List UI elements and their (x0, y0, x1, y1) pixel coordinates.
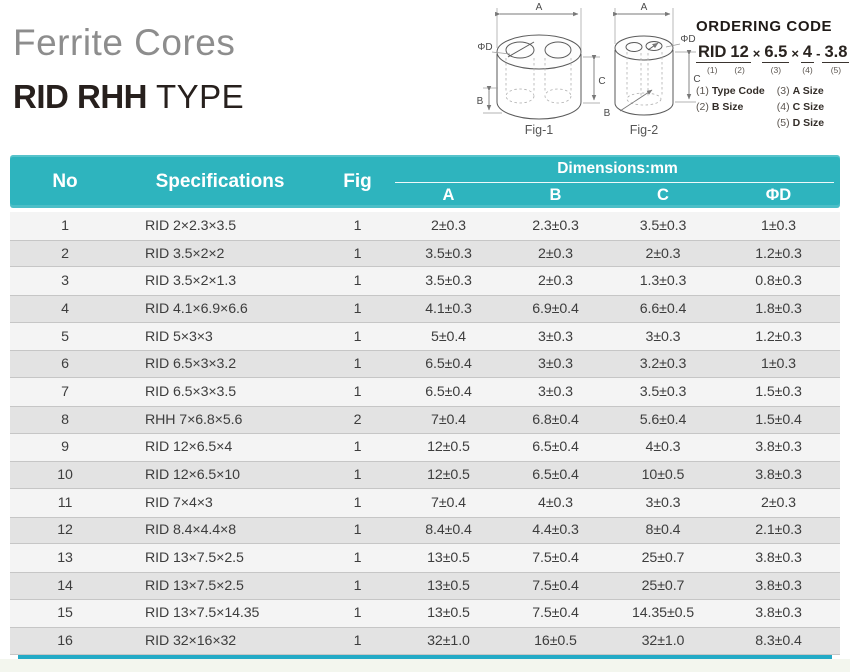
subtitle-type-codes: RID RHH (13, 78, 147, 115)
cell-b: 7.5±0.4 (532, 550, 579, 567)
cell-b: 2.3±0.3 (532, 217, 579, 234)
cell-b: 4±0.3 (538, 494, 573, 511)
cell-d: 1.8±0.3 (755, 300, 802, 317)
table-row (10, 267, 840, 295)
cell-b: 6.5±0.4 (532, 439, 579, 456)
cell-c: 5.6±0.4 (639, 411, 687, 428)
cell-a: 32±1.0 (427, 633, 470, 650)
header-dimensions-label: Dimensions:mm (557, 159, 678, 177)
legend-num: (1) (696, 85, 709, 98)
cell-d: 8.3±0.4 (755, 633, 802, 650)
code-segment-d (822, 44, 849, 75)
cell-a: 4.1±0.3 (425, 300, 472, 317)
fig2-dim-a-label: A (640, 2, 648, 13)
table-row (10, 240, 840, 268)
cell-fig: 1 (353, 328, 362, 345)
cell-no: 15 (57, 605, 73, 622)
table-row (10, 572, 840, 600)
fig1-dim-c-label: C (598, 76, 606, 87)
fig2-dim-b-label: B (603, 108, 611, 119)
legend-item (696, 85, 765, 97)
cell-d: 3.8±0.3 (755, 439, 802, 456)
cell-b: 7.5±0.4 (532, 605, 579, 622)
cell-b: 7.5±0.4 (532, 577, 579, 594)
cell-c: 3.5±0.3 (639, 383, 687, 400)
cell-fig: 1 (353, 577, 362, 594)
fig1-dim-b-label: B (476, 96, 484, 107)
legend-column-left (696, 85, 765, 129)
legend-item (777, 117, 824, 129)
table-row (10, 323, 840, 351)
dimensions-table (10, 155, 840, 655)
code-segment-text: 6.5 (762, 44, 789, 63)
cell-fig: 1 (353, 605, 362, 622)
header-fig: Fig (343, 170, 372, 192)
cell-no: 5 (61, 328, 69, 345)
legend-text: A Size (792, 85, 824, 98)
cell-b: 2±0.3 (538, 245, 573, 262)
cell-fig: 1 (353, 494, 362, 511)
legend-num: (5) (776, 117, 790, 130)
cell-no: 10 (57, 467, 73, 484)
header-dimensions-columns (395, 183, 840, 208)
cell-b: 3±0.3 (538, 328, 573, 345)
cell-a: 6.5±0.4 (425, 383, 472, 400)
cell-b: 6.5±0.4 (532, 467, 579, 484)
code-separator: - (816, 46, 821, 61)
header-specifications: Specifications (155, 170, 285, 192)
cell-fig: 1 (353, 383, 362, 400)
header-dim-a: A (442, 186, 455, 204)
legend-num: (2) (696, 101, 709, 114)
code-segment-text: RID (696, 44, 728, 63)
cell-spec: RID 6.5×3×3.2 (145, 356, 236, 373)
cell-c: 3.5±0.3 (639, 217, 687, 234)
cell-a: 3.5±0.3 (425, 245, 472, 262)
cell-fig: 2 (353, 411, 362, 428)
cell-spec: RID 13×7.5×2.5 (145, 550, 244, 567)
fig1-dim-d-label: ΦD (477, 42, 493, 53)
cell-c: 10±0.5 (641, 467, 685, 484)
cell-fig: 1 (353, 356, 362, 373)
code-segment-type (696, 44, 728, 75)
cell-a: 13±0.5 (427, 605, 470, 622)
code-segment-c (801, 44, 814, 75)
cell-no: 16 (57, 633, 73, 650)
cell-a: 12±0.5 (427, 467, 470, 484)
fig2-drawing (596, 0, 704, 138)
fig2-dim-d-label: ΦD (680, 34, 696, 45)
cell-c: 25±0.7 (641, 577, 685, 594)
cell-spec: RID 3.5×2×2 (145, 245, 225, 262)
cell-fig: 1 (353, 522, 362, 539)
cell-a: 5±0.4 (431, 328, 466, 345)
legend-item (777, 85, 824, 97)
cell-fig: 1 (353, 550, 362, 567)
header-no: No (52, 170, 78, 192)
legend-item (777, 101, 824, 113)
table-row (10, 517, 840, 545)
code-segment-text: 4 (801, 44, 814, 63)
code-segment-label: (2) (734, 65, 745, 76)
legend-text: Type Code (711, 85, 765, 98)
code-segment-label: (1) (707, 65, 718, 76)
cell-a: 2±0.3 (431, 217, 466, 234)
legend-item (696, 101, 765, 113)
cell-d: 3.8±0.3 (755, 605, 802, 622)
table-header (10, 155, 840, 208)
code-segment-text: 12 (728, 44, 750, 63)
cell-d: 3.8±0.3 (755, 577, 802, 594)
cell-no: 14 (57, 577, 73, 594)
cell-spec: RHH 7×6.8×5.6 (145, 411, 243, 428)
cell-no: 12 (57, 522, 73, 539)
table-row (10, 350, 840, 378)
cell-no: 8 (61, 411, 69, 428)
cell-c: 1.3±0.3 (639, 273, 687, 290)
ordering-code-title: ORDERING CODE (696, 18, 833, 35)
cell-d: 3.8±0.3 (755, 550, 802, 567)
cell-d: 1.2±0.3 (755, 245, 802, 262)
cell-c: 8±0.4 (645, 522, 681, 539)
code-segment-b (728, 44, 750, 75)
cell-spec: RID 12×6.5×4 (145, 439, 233, 456)
cell-c: 4±0.3 (645, 439, 681, 456)
table-row (10, 295, 840, 323)
table-row (10, 544, 840, 572)
cell-spec: RID 13×7.5×14.35 (145, 605, 260, 622)
cell-spec: RID 12×6.5×10 (145, 467, 240, 484)
footer-band (0, 659, 850, 672)
cell-d: 1±0.3 (761, 356, 796, 373)
code-segment-label: (4) (802, 65, 813, 76)
table-row (10, 600, 840, 628)
cell-a: 7±0.4 (431, 411, 466, 428)
table-row (10, 406, 840, 434)
code-segment-a (762, 44, 789, 75)
cell-spec: RID 13×7.5×2.5 (145, 577, 244, 594)
ordering-code-line (696, 44, 848, 75)
cell-d: 1.2±0.3 (755, 328, 802, 345)
cell-a: 3.5±0.3 (425, 273, 472, 290)
cell-fig: 1 (353, 300, 362, 317)
subtitle-type-word: TYPE (156, 78, 245, 115)
cell-no: 11 (57, 494, 73, 511)
fig2-caption: Fig-2 (629, 123, 659, 137)
page-subtitle (13, 78, 244, 116)
cell-spec: RID 5×3×3 (145, 328, 213, 345)
cell-a: 7±0.4 (431, 494, 466, 511)
cell-d: 1.5±0.3 (755, 383, 802, 400)
header-dim-d: ΦD (765, 186, 792, 204)
ordering-code-block (696, 18, 848, 129)
cell-a: 12±0.5 (427, 439, 470, 456)
cell-c: 14.35±0.5 (631, 605, 695, 622)
ordering-code-legend (696, 85, 848, 129)
cell-no: 1 (61, 217, 69, 234)
code-segment-label: (3) (770, 65, 782, 76)
cell-no: 7 (61, 383, 69, 400)
cell-a: 6.5±0.4 (425, 356, 472, 373)
cell-spec: RID 8.4×4.4×8 (145, 522, 236, 539)
table-body (10, 212, 840, 655)
legend-num: (3) (776, 85, 790, 98)
cell-b: 3±0.3 (538, 356, 573, 373)
cell-no: 4 (61, 300, 69, 317)
cell-d: 1.5±0.4 (755, 411, 802, 428)
table-row (10, 627, 840, 655)
cell-c: 2±0.3 (645, 245, 681, 262)
cell-fig: 1 (353, 467, 362, 484)
cell-b: 6.8±0.4 (532, 411, 579, 428)
cell-d: 0.8±0.3 (755, 273, 802, 290)
cell-a: 8.4±0.4 (425, 522, 472, 539)
legend-column-right (777, 85, 824, 129)
cell-spec: RID 32×16×32 (145, 633, 237, 650)
fig2-dim-c-label: C (693, 74, 701, 85)
cell-no: 9 (61, 439, 69, 456)
code-segment-text: 3.8 (822, 44, 849, 63)
legend-text: B Size (711, 101, 744, 114)
cell-c: 3.2±0.3 (639, 356, 687, 373)
cell-spec: RID 3.5×2×1.3 (145, 273, 236, 290)
cell-fig: 1 (353, 217, 362, 234)
cell-c: 3±0.3 (645, 494, 681, 511)
cell-no: 6 (61, 356, 69, 373)
cell-fig: 1 (353, 439, 362, 456)
page-title: Ferrite Cores (13, 22, 236, 63)
cell-fig: 1 (353, 273, 362, 290)
header-dim-c: C (657, 186, 669, 204)
code-separator: × (791, 46, 799, 61)
cell-no: 2 (61, 245, 69, 262)
header-dim-b: B (549, 186, 562, 204)
table-row (10, 489, 840, 517)
cell-spec: RID 2×2.3×3.5 (145, 217, 236, 234)
cell-b: 3±0.3 (538, 383, 573, 400)
code-separator: × (752, 46, 761, 61)
cell-b: 4.4±0.3 (532, 522, 579, 539)
cell-spec: RID 4.1×6.9×6.6 (145, 300, 248, 317)
cell-fig: 1 (353, 633, 362, 650)
fig1-caption: Fig-1 (524, 123, 554, 137)
fig1-drawing (476, 0, 608, 138)
legend-text: C Size (792, 101, 825, 114)
cell-d: 2±0.3 (761, 494, 796, 511)
header-dimensions-group (395, 155, 840, 208)
table-row (10, 461, 840, 489)
legend-num: (4) (776, 101, 790, 114)
cell-fig: 1 (353, 245, 362, 262)
cell-b: 2±0.3 (538, 273, 573, 290)
cell-c: 3±0.3 (645, 328, 681, 345)
cell-a: 13±0.5 (427, 577, 470, 594)
cell-no: 13 (57, 550, 73, 567)
fig2-core-diagram (596, 0, 704, 138)
cell-d: 1±0.3 (761, 217, 796, 234)
table-row (10, 434, 840, 462)
legend-text: D Size (792, 117, 825, 130)
cell-d: 2.1±0.3 (755, 522, 802, 539)
table-row (10, 212, 840, 240)
cell-b: 6.9±0.4 (532, 300, 579, 317)
fig1-core-diagram (476, 0, 608, 138)
cell-c: 32±1.0 (641, 633, 685, 650)
cell-no: 3 (61, 273, 69, 290)
cell-spec: RID 7×4×3 (145, 494, 213, 511)
cell-spec: RID 6.5×3×3.5 (145, 383, 236, 400)
cell-a: 13±0.5 (427, 550, 470, 567)
fig1-dim-a-label: A (535, 2, 543, 13)
code-segment-label: (5) (830, 65, 842, 76)
table-row (10, 378, 840, 406)
cell-b: 16±0.5 (534, 633, 577, 650)
cell-c: 6.6±0.4 (639, 300, 687, 317)
cell-c: 25±0.7 (641, 550, 685, 567)
cell-d: 3.8±0.3 (755, 467, 802, 484)
